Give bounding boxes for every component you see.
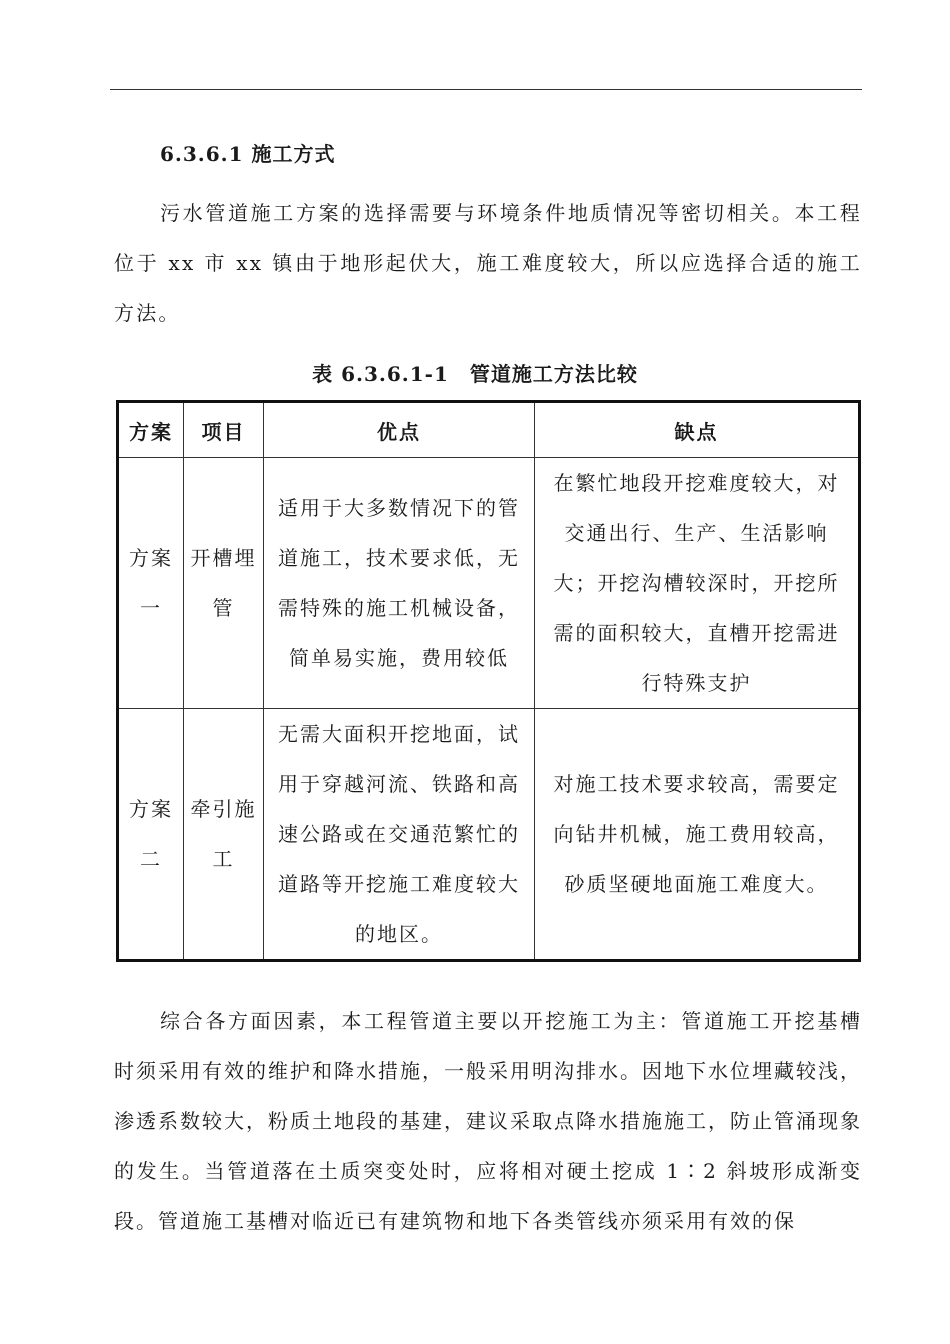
header-advantages: 优点 xyxy=(264,402,535,458)
table-header-row xyxy=(118,402,860,458)
cell-advantages: 无需大面积开挖地面，试用于穿越河流、铁路和高速公路或在交通范繁忙的道路等开挖施工难度较大的地区。 xyxy=(264,709,535,961)
cell-disadvantages: 在繁忙地段开挖难度较大，对交通出行、生产、生活影响大；开挖沟槽较深时，开挖所需的面积较大，直槽开挖需进行特殊支护 xyxy=(535,458,860,709)
section-heading: 6.3.6.1 施工方式 xyxy=(160,142,336,166)
header-plan: 方案 xyxy=(118,402,184,458)
conclusion-paragraph: 综合各方面因素，本工程管道主要以开挖施工为主：管道施工开挖基槽时须采用有效的维护和降水措施，一般采用明沟排水。因地下水位埋藏较浅，渗透系数较大，粉质土地段的基建，建议采取点降水措施施工，防止管涌现象的发生。当管道落在土质突变处时，应将相对硬土挖成 1∶2 斜坡形成渐变段。管道施工基槽对临近已有建筑物和地下各类管线亦须采用有效的保 xyxy=(114,1009,862,1233)
header-item: 项目 xyxy=(184,402,264,458)
header-rule xyxy=(110,89,862,90)
intro-paragraph: 污水管道施工方案的选择需要与环境条件地质情况等密切相关。本工程位于 xx 市 xx 镇由于地形起伏大，施工难度较大，所以应选择合适的施工方法。 xyxy=(114,201,862,325)
table-row xyxy=(118,458,860,709)
cell-plan: 方案二 xyxy=(118,709,184,961)
comparison-table xyxy=(116,400,861,962)
header-disadvantages: 缺点 xyxy=(535,402,860,458)
cell-item: 开槽埋管 xyxy=(184,458,264,709)
table-row xyxy=(118,709,860,961)
cell-item: 牵引施工 xyxy=(184,709,264,961)
table-caption: 表 6.3.6.1-1 管道施工方法比较 xyxy=(312,362,638,386)
cell-disadvantages: 对施工技术要求较高，需要定向钻井机械，施工费用较高，砂质坚硬地面施工难度大。 xyxy=(535,709,860,961)
cell-advantages: 适用于大多数情况下的管道施工，技术要求低，无需特殊的施工机械设备，简单易实施，费用较低 xyxy=(264,458,535,709)
cell-plan: 方案一 xyxy=(118,458,184,709)
